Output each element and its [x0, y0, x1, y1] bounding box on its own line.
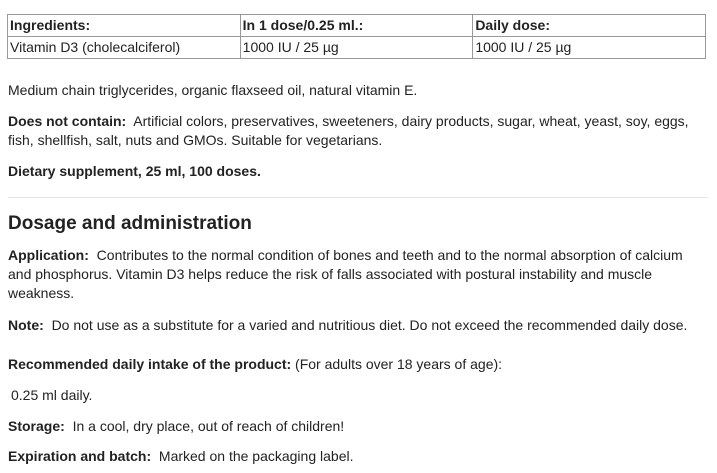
intake-paragraph [8, 355, 708, 374]
note-text: Do not use as a substitute for a varied and nutritious diet. Do not exceed the recommended daily dose. [51, 317, 688, 333]
table-header-row [8, 15, 706, 37]
dosage-heading: Dosage and administration [8, 213, 252, 234]
storage-label: Storage: [8, 418, 65, 434]
table-header-cell: Ingredients: [8, 15, 241, 37]
does-not-contain-paragraph [8, 112, 708, 150]
table-cell: Vitamin D3 (cholecalciferol) [8, 37, 241, 59]
intake-text: (For adults over 18 years of age): [295, 356, 503, 372]
table-header-cell: Daily dose: [473, 15, 706, 37]
does-not-contain-label: Does not contain: [8, 113, 127, 129]
application-label: Application: [8, 247, 89, 263]
table-header-cell: In 1 dose/0.25 ml.: [240, 15, 473, 37]
ingredients-table [7, 14, 706, 59]
expiration-text: Marked on the packaging label. [158, 448, 354, 464]
does-not-contain-text: Artificial colors, preservatives, sweeteners, dairy products, sugar, wheat, yeast, soy, eggs, fish, shellfish, salt, nuts and GMOs. Suitable for vegetarians. [8, 113, 689, 148]
other-ingredients-text: Medium chain triglycerides, organic flaxseed oil, natural vitamin E. [8, 82, 418, 98]
application-paragraph [8, 246, 708, 303]
supplement-info: Dietary supplement, 25 ml, 100 doses. [8, 163, 261, 179]
storage-paragraph [8, 417, 708, 436]
intake-label: Recommended daily intake of the product: [8, 356, 292, 372]
table-row [8, 37, 706, 59]
table-cell: 1000 IU / 25 µg [473, 37, 706, 59]
note-label: Note: [8, 317, 44, 333]
expiration-paragraph [8, 447, 708, 466]
table-cell: 1000 IU / 25 µg [240, 37, 473, 59]
section-divider [8, 197, 708, 198]
intake-amount: 0.25 ml daily. [11, 387, 93, 403]
note-paragraph [8, 316, 708, 335]
application-text: Contributes to the normal condition of bones and teeth and to the normal absorption of calcium and phosphorus. Vitamin D3 helps reduce the risk of falls associated with postural instability and muscle weakness. [8, 247, 683, 301]
expiration-label: Expiration and batch: [8, 448, 152, 464]
storage-text: In a cool, dry place, out of reach of children! [72, 418, 345, 434]
